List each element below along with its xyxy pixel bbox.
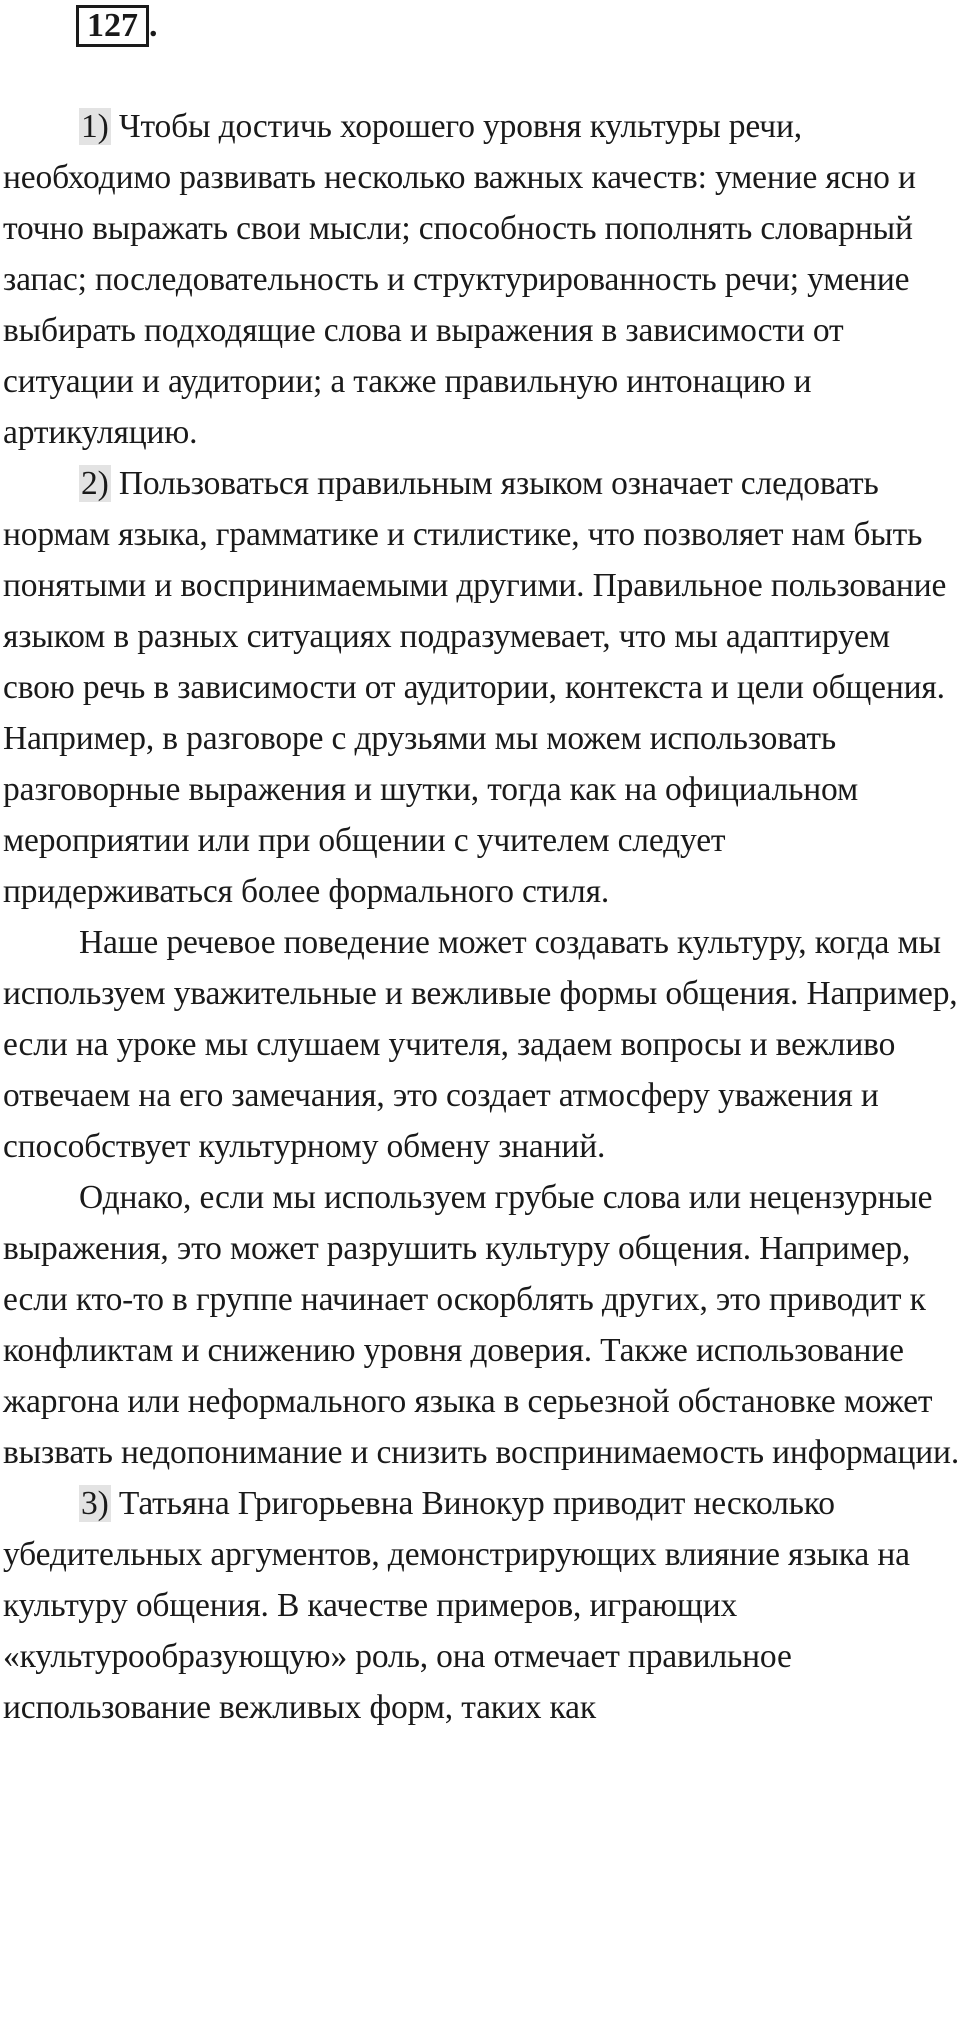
- task-number-box: 127: [76, 5, 149, 47]
- item-marker-3: 3): [81, 1485, 109, 1522]
- task-number-suffix: .: [149, 7, 158, 44]
- task-number: [76, 5, 158, 47]
- paragraph-5: [3, 1478, 960, 1733]
- answer-text: [3, 101, 960, 1733]
- item-marker-1: 1): [81, 108, 109, 145]
- paragraph-3-text: Наше речевое поведение может создавать культуру, когда мы используем уважительные и вежливые формы общения. Например, если на уроке мы слушаем учителя, задаем вопросы и вежливо отвечаем на его замечания, это создает атмосферу уважения и способствует культурному обмену знаний.: [3, 924, 958, 1165]
- paragraph-4-text: Однако, если мы используем грубые слова или нецензурные выражения, это может разрушить культуру общения. Например, если кто-то в группе начинает оскорблять других, это приводит к конфликтам и снижению уровня доверия. Также использование жаргона или неформального языка в серьезной обстановке может вызвать недопонимание и снизить воспринимаемость информации.: [3, 1179, 960, 1471]
- paragraph-2: [3, 458, 960, 917]
- paragraph-1: [3, 101, 960, 458]
- paragraph-4: [3, 1172, 960, 1478]
- item-marker-2: 2): [81, 465, 109, 502]
- paragraph-5-text: Татьяна Григорьевна Винокур приводит несколько убедительных аргументов, демонстрирующих влияние языка на культуру общения. В качестве примеров, играющих «культурообразующую» роль, она отмечает правильное использование вежливых форм, таких как: [3, 1485, 910, 1726]
- paragraph-3: [3, 917, 960, 1172]
- paragraph-2-text: Пользоваться правильным языком означает следовать нормам языка, грамматике и стилистике, что позволяет нам быть понятыми и воспринимаемыми другими. Правильное пользование языком в разных ситуациях подразумевает, что мы адаптируем свою речь в зависимости от аудитории, контекста и цели общения. Например, в разговоре с друзьями мы можем использовать разговорные выражения и шутки, тогда как на официальном мероприятии или при общении с учителем следует придерживаться более формального стиля.: [3, 465, 947, 910]
- paragraph-1-text: Чтобы достичь хорошего уровня культуры речи, необходимо развивать несколько важных качеств: умение ясно и точно выражать свои мысли; способность пополнять словарный запас; последовательность и структурированность речи; умение выбирать подходящие слова и выражения в зависимости от ситуации и аудитории; а также правильную интонацию и артикуляцию.: [3, 108, 916, 451]
